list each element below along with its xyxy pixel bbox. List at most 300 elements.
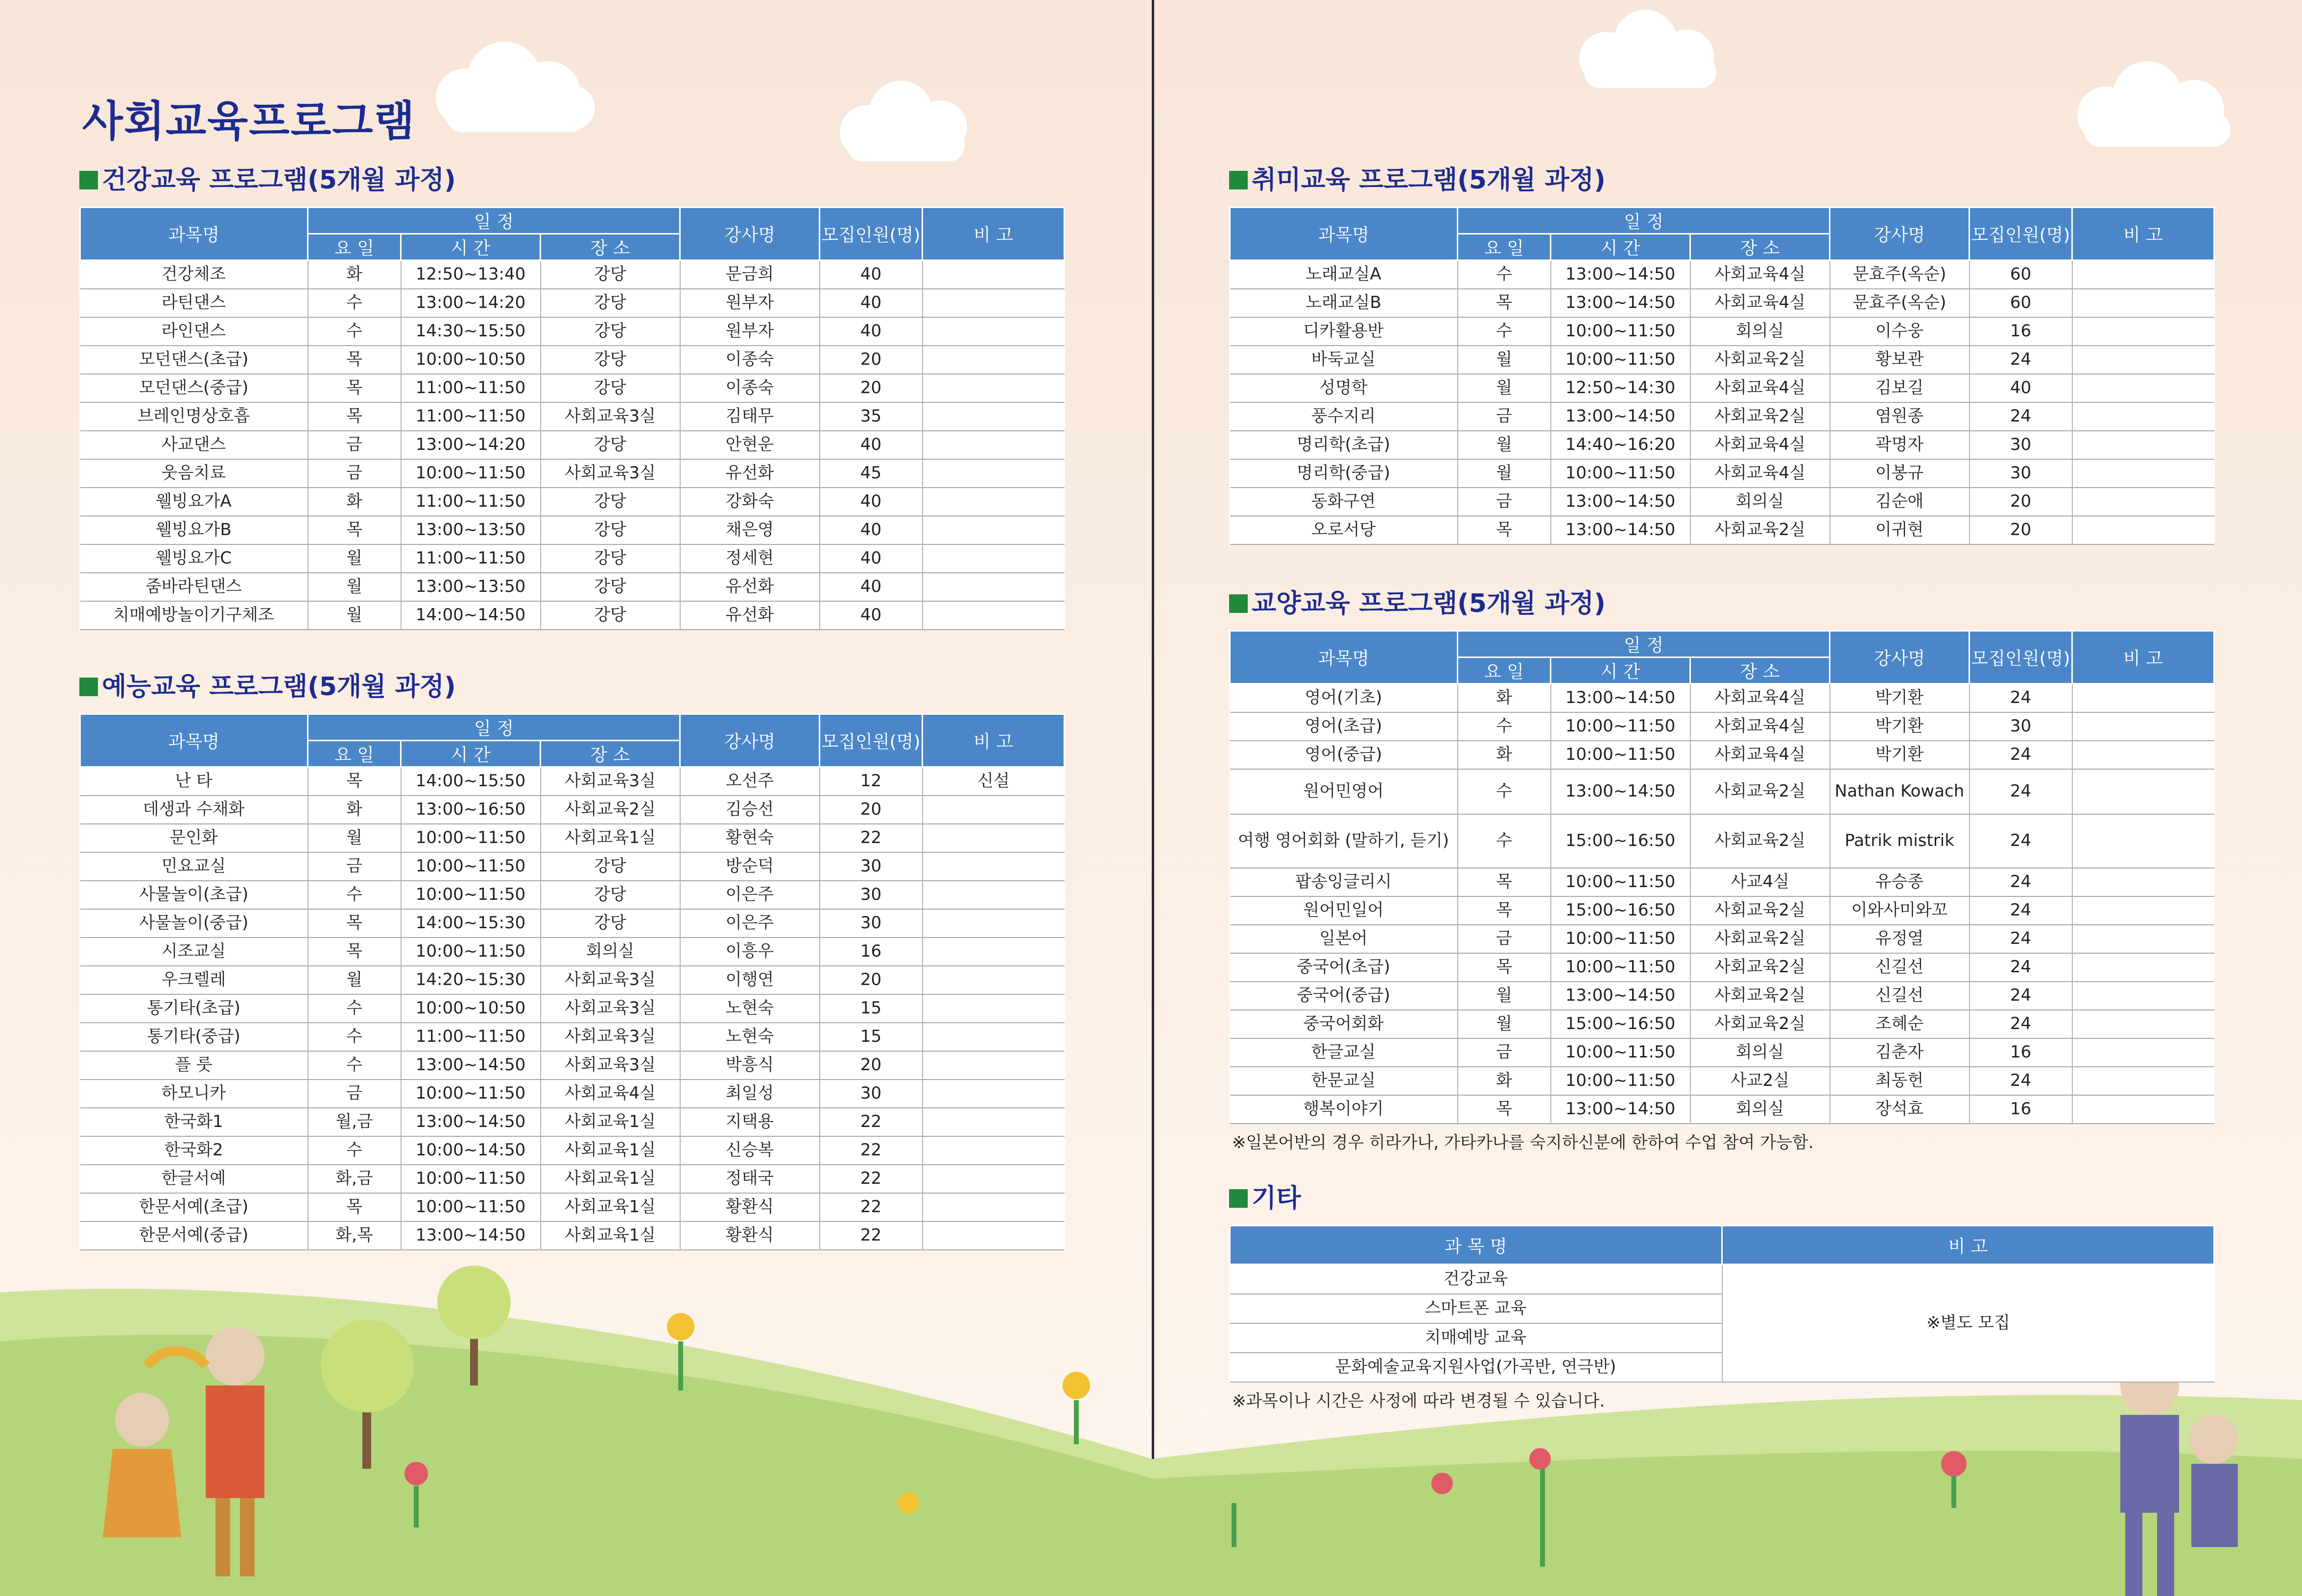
table-row [80, 909, 1065, 938]
place-cell: 사회교육2실 [541, 796, 680, 824]
table-row [80, 881, 1065, 909]
course-cell: 중국어(초급) [1230, 953, 1458, 982]
capacity-cell: 22 [820, 1108, 923, 1136]
instructor-cell: 황환식 [680, 1221, 820, 1250]
remarks-cell [2072, 459, 2214, 488]
capacity-cell: 30 [1970, 712, 2072, 741]
remarks-cell [923, 966, 1065, 994]
day-cell: 월,금 [308, 1108, 401, 1136]
course-cell: 여행 영어회화 (말하기, 듣기) [1230, 814, 1458, 868]
schedule-change-note: ※과목이나 시간은 사정에 따라 변경될 수 있습니다. [1232, 1391, 1605, 1411]
course-cell: 팝송잉글리시 [1230, 868, 1458, 896]
day-cell: 수 [308, 317, 401, 346]
capacity-cell: 35 [820, 402, 923, 431]
col-remarks: 비 고 [923, 714, 1065, 767]
time-cell: 12:50~13:40 [401, 260, 541, 289]
instructor-cell: 정태국 [680, 1165, 820, 1193]
capacity-cell: 40 [820, 431, 923, 459]
remarks-cell [2072, 1038, 2214, 1067]
remarks-cell [923, 317, 1065, 346]
instructor-cell: 조혜순 [1830, 1010, 1970, 1038]
col-instructor: 강사명 [680, 714, 820, 767]
col-course: 과 목 명 [1230, 1226, 1722, 1265]
time-cell: 10:00~11:50 [401, 938, 541, 966]
table-row [1230, 1038, 2214, 1067]
place-cell: 강당 [541, 488, 680, 516]
place-cell: 사회교육2실 [1690, 402, 1830, 431]
course-cell: 명리학(초급) [1230, 431, 1458, 459]
course-cell: 통기타(중급) [80, 1023, 308, 1051]
col-capacity: 모집인원(명) [820, 208, 923, 260]
remarks-cell [2072, 346, 2214, 374]
remarks-cell [2072, 289, 2214, 317]
table-row [80, 488, 1065, 516]
col-capacity: 모집인원(명) [1970, 208, 2072, 260]
table-row [1230, 925, 2214, 953]
cloud-illustration [1572, 10, 1729, 93]
day-cell: 금 [308, 431, 401, 459]
capacity-cell: 22 [820, 824, 923, 852]
day-cell: 목 [1458, 953, 1551, 982]
col-time: 시 간 [401, 234, 541, 260]
table-row [80, 824, 1065, 852]
table-row [80, 573, 1065, 601]
table-row [1230, 317, 2214, 346]
col-place: 장 소 [1690, 234, 1830, 260]
table-row [1230, 516, 2214, 544]
time-cell: 13:00~16:50 [401, 796, 541, 824]
course-cell: 영어(중급) [1230, 741, 1458, 769]
page-title: 사회교육프로그램 [82, 97, 416, 146]
col-schedule: 일 정 [1458, 208, 1830, 234]
capacity-cell: 22 [820, 1193, 923, 1221]
course-cell: 사물놀이(중급) [80, 909, 308, 938]
day-cell: 화,목 [308, 1221, 401, 1250]
time-cell: 10:00~11:50 [401, 881, 541, 909]
capacity-cell: 24 [1970, 1067, 2072, 1095]
time-cell: 13:00~14:50 [1551, 769, 1690, 814]
time-cell: 10:00~11:50 [1551, 741, 1690, 769]
capacity-cell: 30 [1970, 431, 2072, 459]
capacity-cell: 20 [820, 346, 923, 374]
capacity-cell: 40 [820, 516, 923, 544]
table-row [80, 796, 1065, 824]
time-cell: 11:00~11:50 [401, 544, 541, 573]
course-cell: 민요교실 [80, 852, 308, 881]
capacity-cell: 60 [1970, 289, 2072, 317]
place-cell: 사회교육4실 [1690, 459, 1830, 488]
time-cell: 15:00~16:50 [1551, 814, 1690, 868]
col-remarks: 비 고 [1722, 1226, 2214, 1265]
time-cell: 10:00~10:50 [401, 346, 541, 374]
hobby-section [1229, 159, 2213, 545]
remarks-cell [2072, 953, 2214, 982]
table-row [80, 994, 1065, 1023]
day-cell: 금 [308, 459, 401, 488]
health-section [79, 159, 1064, 630]
remarks-cell [923, 402, 1065, 431]
remarks-cell [923, 909, 1065, 938]
place-cell: 사회교육3실 [541, 767, 680, 796]
table-row [80, 1193, 1065, 1221]
col-capacity: 모집인원(명) [1970, 631, 2072, 684]
remarks-cell [923, 459, 1065, 488]
time-cell: 11:00~11:50 [401, 402, 541, 431]
place-cell: 강당 [541, 852, 680, 881]
time-cell: 10:00~11:50 [1551, 346, 1690, 374]
remarks-cell [923, 573, 1065, 601]
capacity-cell: 24 [1970, 402, 2072, 431]
remarks-cell [923, 516, 1065, 544]
place-cell: 사회교육2실 [1690, 516, 1830, 544]
course-cell: 한글서예 [80, 1165, 308, 1193]
day-cell: 월 [1458, 346, 1551, 374]
remarks-cell [923, 852, 1065, 881]
course-cell: 일본어 [1230, 925, 1458, 953]
day-cell: 월 [1458, 982, 1551, 1010]
time-cell: 13:00~14:50 [1551, 260, 1690, 289]
place-cell: 강당 [541, 544, 680, 573]
remarks-cell [923, 601, 1065, 630]
arts-section [79, 666, 1064, 1250]
course-cell: 사교댄스 [80, 431, 308, 459]
capacity-cell: 20 [1970, 488, 2072, 516]
remarks-cell [923, 544, 1065, 573]
place-cell: 회의실 [1690, 1095, 1830, 1124]
capacity-cell: 15 [820, 994, 923, 1023]
instructor-cell: 채은영 [680, 516, 820, 544]
place-cell: 사회교육4실 [1690, 684, 1830, 713]
day-cell: 화 [1458, 684, 1551, 713]
time-cell: 11:00~11:50 [401, 374, 541, 402]
table-row [80, 431, 1065, 459]
instructor-cell: 이수웅 [1830, 317, 1970, 346]
table-row [80, 1051, 1065, 1080]
day-cell: 목 [308, 938, 401, 966]
instructor-cell: 이와사미와꼬 [1830, 896, 1970, 925]
course-cell: 행복이야기 [1230, 1095, 1458, 1124]
capacity-cell: 22 [820, 1165, 923, 1193]
day-cell: 수 [1458, 814, 1551, 868]
remarks-cell [923, 1108, 1065, 1136]
time-cell: 13:00~14:50 [1551, 289, 1690, 317]
table-row [80, 1080, 1065, 1108]
capacity-cell: 40 [820, 601, 923, 630]
day-cell: 화 [1458, 1067, 1551, 1095]
course-cell: 풍수지리 [1230, 402, 1458, 431]
table-row [1230, 814, 2214, 868]
capacity-cell: 20 [1970, 516, 2072, 544]
time-cell: 10:00~11:50 [1551, 925, 1690, 953]
course-cell: 영어(기초) [1230, 684, 1458, 713]
day-cell: 수 [308, 1051, 401, 1080]
day-cell: 목 [308, 374, 401, 402]
time-cell: 13:00~14:50 [401, 1221, 541, 1250]
table-row [1230, 896, 2214, 925]
time-cell: 14:00~15:50 [401, 767, 541, 796]
place-cell: 사회교육1실 [541, 1193, 680, 1221]
col-place: 장 소 [1690, 657, 1830, 684]
day-cell: 월 [1458, 459, 1551, 488]
place-cell: 사회교육4실 [1690, 374, 1830, 402]
capacity-cell: 30 [1970, 459, 2072, 488]
capacity-cell: 40 [820, 573, 923, 601]
capacity-cell: 30 [820, 1080, 923, 1108]
remarks-cell [2072, 769, 2214, 814]
culture-section-title: 교양교육 프로그램(5개월 과정) [1229, 583, 2213, 619]
place-cell: 사회교육3실 [541, 402, 680, 431]
instructor-cell: 김보길 [1830, 374, 1970, 402]
remarks-cell [2072, 516, 2214, 544]
capacity-cell: 16 [820, 938, 923, 966]
capacity-cell: 60 [1970, 260, 2072, 289]
course-cell: 줌바라틴댄스 [80, 573, 308, 601]
col-course: 과목명 [80, 208, 308, 260]
table-row [1230, 260, 2214, 289]
instructor-cell: 이종숙 [680, 346, 820, 374]
table-row [1230, 374, 2214, 402]
time-cell: 10:00~11:50 [401, 1165, 541, 1193]
table-row [80, 516, 1065, 544]
day-cell: 화 [308, 488, 401, 516]
course-cell: 한국화1 [80, 1108, 308, 1136]
capacity-cell: 40 [1970, 374, 2072, 402]
time-cell: 10:00~11:50 [1551, 953, 1690, 982]
course-cell: 중국어(중급) [1230, 982, 1458, 1010]
table-row [80, 544, 1065, 573]
place-cell: 강당 [541, 909, 680, 938]
time-cell: 14:40~16:20 [1551, 431, 1690, 459]
table-row [1230, 1095, 2214, 1124]
course-cell: 한국화2 [80, 1136, 308, 1165]
place-cell: 사회교육3실 [541, 1023, 680, 1051]
time-cell: 13:00~14:50 [1551, 1095, 1690, 1124]
table-row [80, 1165, 1065, 1193]
instructor-cell: 최일성 [680, 1080, 820, 1108]
place-cell: 사회교육3실 [541, 966, 680, 994]
capacity-cell: 24 [1970, 982, 2072, 1010]
place-cell: 회의실 [1690, 1038, 1830, 1067]
course-cell: 웰빙요가A [80, 488, 308, 516]
table-row [80, 938, 1065, 966]
table-row [1230, 346, 2214, 374]
cloud-illustration [832, 78, 979, 166]
time-cell: 10:00~11:50 [1551, 1038, 1690, 1067]
table-row [1230, 684, 2214, 713]
square-bullet-icon [1229, 171, 1248, 189]
day-cell: 수 [1458, 260, 1551, 289]
table-row [1230, 488, 2214, 516]
instructor-cell: 유승종 [1830, 868, 1970, 896]
remarks-cell [2072, 1010, 2214, 1038]
capacity-cell: 20 [820, 374, 923, 402]
instructor-cell: 장석효 [1830, 1095, 1970, 1124]
table-row [80, 601, 1065, 630]
table-row [1230, 953, 2214, 982]
capacity-cell: 22 [820, 1221, 923, 1250]
day-cell: 수 [308, 881, 401, 909]
culture-section [1229, 583, 2213, 1153]
course-cell: 사물놀이(초급) [80, 881, 308, 909]
capacity-cell: 24 [1970, 769, 2072, 814]
instructor-cell: 김순애 [1830, 488, 1970, 516]
day-cell: 금 [1458, 402, 1551, 431]
capacity-cell: 24 [1970, 346, 2072, 374]
col-place: 장 소 [541, 741, 680, 767]
time-cell: 13:00~13:50 [401, 516, 541, 544]
square-bullet-icon [1229, 1189, 1248, 1208]
place-cell: 사회교육1실 [541, 1136, 680, 1165]
table-row [1230, 1265, 2214, 1294]
place-cell: 강당 [541, 516, 680, 544]
instructor-cell: 이행연 [680, 966, 820, 994]
col-day: 요 일 [1458, 234, 1551, 260]
time-cell: 13:00~13:50 [401, 573, 541, 601]
remarks-cell [923, 1051, 1065, 1080]
table-row [1230, 431, 2214, 459]
capacity-cell: 20 [820, 1051, 923, 1080]
time-cell: 10:00~11:50 [401, 459, 541, 488]
instructor-cell: 유선화 [680, 573, 820, 601]
day-cell: 월 [308, 601, 401, 630]
table-row [80, 459, 1065, 488]
day-cell: 월 [1458, 1010, 1551, 1038]
course-cell: 원어민영어 [1230, 769, 1458, 814]
table-row [1230, 289, 2214, 317]
day-cell: 월 [1458, 431, 1551, 459]
day-cell: 목 [308, 1193, 401, 1221]
culture-table [1229, 630, 2215, 1124]
table-row [1230, 712, 2214, 741]
table-row [80, 260, 1065, 289]
square-bullet-icon [1229, 594, 1248, 613]
course-cell: 하모니카 [80, 1080, 308, 1108]
place-cell: 강당 [541, 431, 680, 459]
table-row [1230, 868, 2214, 896]
time-cell: 14:30~15:50 [401, 317, 541, 346]
remarks-cell [923, 289, 1065, 317]
instructor-cell: 정세현 [680, 544, 820, 573]
course-cell: 디카활용반 [1230, 317, 1458, 346]
course-cell: 바둑교실 [1230, 346, 1458, 374]
remarks-cell [2072, 684, 2214, 713]
remarks-cell [923, 1193, 1065, 1221]
instructor-cell: 이흥우 [680, 938, 820, 966]
remarks-cell [2072, 402, 2214, 431]
place-cell: 사회교육4실 [1690, 712, 1830, 741]
day-cell: 수 [308, 1136, 401, 1165]
course-cell: 데생과 수채화 [80, 796, 308, 824]
place-cell: 강당 [541, 289, 680, 317]
capacity-cell: 24 [1970, 741, 2072, 769]
hobby-section-title: 취미교육 프로그램(5개월 과정) [1229, 159, 2213, 196]
remarks-cell [2072, 1067, 2214, 1095]
arts-section-title: 예능교육 프로그램(5개월 과정) [79, 666, 1064, 703]
day-cell: 수 [1458, 712, 1551, 741]
japanese-class-note: ※일본어반의 경우 히라가나, 가타카나를 숙지하신분에 한하여 수업 참여 가능함. [1232, 1133, 1814, 1152]
col-instructor: 강사명 [1830, 208, 1970, 260]
course-cell: 노래교실A [1230, 260, 1458, 289]
table-row [1230, 459, 2214, 488]
col-time: 시 간 [1551, 657, 1690, 684]
remarks-cell [923, 431, 1065, 459]
course-cell: 한문서예(초급) [80, 1193, 308, 1221]
time-cell: 12:50~14:30 [1551, 374, 1690, 402]
instructor-cell: 안현운 [680, 431, 820, 459]
time-cell: 10:00~11:50 [1551, 1067, 1690, 1095]
col-schedule: 일 정 [308, 208, 680, 234]
table-row [80, 1136, 1065, 1165]
time-cell: 13:00~14:50 [401, 1051, 541, 1080]
col-time: 시 간 [401, 741, 541, 767]
course-cell: 동화구연 [1230, 488, 1458, 516]
day-cell: 목 [308, 516, 401, 544]
instructor-cell: 신길선 [1830, 982, 1970, 1010]
time-cell: 10:00~14:50 [401, 1136, 541, 1165]
instructor-cell: 이봉규 [1830, 459, 1970, 488]
day-cell: 금 [1458, 1038, 1551, 1067]
table-row [1230, 769, 2214, 814]
course-cell: 브레인명상호흡 [80, 402, 308, 431]
place-cell: 강당 [541, 346, 680, 374]
instructor-cell: 유선화 [680, 459, 820, 488]
course-cell: 건강체조 [80, 260, 308, 289]
page-fold [1152, 0, 1154, 1459]
table-row [80, 966, 1065, 994]
day-cell: 목 [308, 767, 401, 796]
place-cell: 사회교육3실 [541, 1051, 680, 1080]
place-cell: 사회교육1실 [541, 824, 680, 852]
place-cell: 사회교육3실 [541, 459, 680, 488]
place-cell: 강당 [541, 601, 680, 630]
course-cell: 우크렐레 [80, 966, 308, 994]
instructor-cell: 지택용 [680, 1108, 820, 1136]
day-cell: 금 [308, 1080, 401, 1108]
instructor-cell: 문효주(옥순) [1830, 260, 1970, 289]
course-cell: 오로서당 [1230, 516, 1458, 544]
instructor-cell: 강화숙 [680, 488, 820, 516]
time-cell: 13:00~14:20 [401, 431, 541, 459]
course-cell: 라틴댄스 [80, 289, 308, 317]
course-cell: 명리학(중급) [1230, 459, 1458, 488]
capacity-cell: 15 [820, 1023, 923, 1051]
remarks-cell [923, 1165, 1065, 1193]
col-day: 요 일 [308, 234, 401, 260]
course-cell: 원어민일어 [1230, 896, 1458, 925]
instructor-cell: 황보관 [1830, 346, 1970, 374]
day-cell: 수 [308, 289, 401, 317]
instructor-cell: 원부자 [680, 317, 820, 346]
capacity-cell: 16 [1970, 1095, 2072, 1124]
capacity-cell: 12 [820, 767, 923, 796]
place-cell: 사회교육1실 [541, 1108, 680, 1136]
table-row [80, 767, 1065, 796]
day-cell: 목 [308, 909, 401, 938]
day-cell: 월 [308, 966, 401, 994]
place-cell: 사회교육2실 [1690, 982, 1830, 1010]
remarks-cell [2072, 982, 2214, 1010]
place-cell: 사교4실 [1690, 868, 1830, 896]
day-cell: 목 [1458, 896, 1551, 925]
remarks-cell [923, 1023, 1065, 1051]
etc-item: 스마트폰 교육 [1230, 1294, 1722, 1323]
capacity-cell: 40 [820, 289, 923, 317]
capacity-cell: 24 [1970, 868, 2072, 896]
place-cell: 사회교육2실 [1690, 953, 1830, 982]
time-cell: 10:00~11:50 [401, 852, 541, 881]
table-row [1230, 402, 2214, 431]
capacity-cell: 40 [820, 488, 923, 516]
